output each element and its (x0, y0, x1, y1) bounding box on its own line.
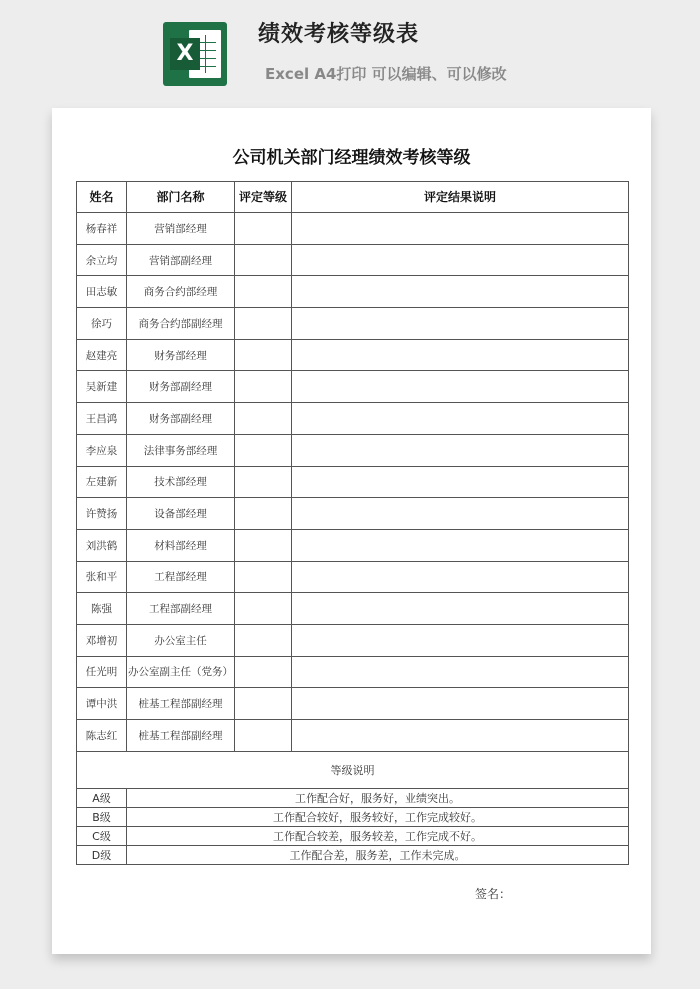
cell-name: 李应泉 (77, 434, 127, 466)
grade-section-title: 等级说明 (77, 751, 629, 788)
cell-result-input[interactable] (292, 561, 629, 593)
grade-description: 工作配合好，服务好，业绩突出。 (127, 788, 629, 807)
cell-name: 陈强 (77, 593, 127, 625)
cell-dept: 工程部经理 (127, 561, 235, 593)
table-row (77, 720, 629, 752)
table-row (77, 656, 629, 688)
cell-dept: 工程部副经理 (127, 593, 235, 625)
sheet-title: 公司机关部门经理绩效考核等级 (232, 148, 471, 168)
excel-icon (163, 22, 227, 86)
cell-dept: 设备部经理 (127, 498, 235, 530)
table-row (77, 498, 629, 530)
cell-dept: 营销部副经理 (127, 244, 235, 276)
col-header-result: 评定结果说明 (292, 182, 629, 213)
table-row (77, 593, 629, 625)
cell-result-input[interactable] (292, 624, 629, 656)
cell-grade-input[interactable] (235, 561, 292, 593)
cell-result-input[interactable] (292, 466, 629, 498)
cell-dept: 桩基工程部副经理 (127, 688, 235, 720)
cell-dept: 财务部经理 (127, 339, 235, 371)
cell-dept: 财务部副经理 (127, 371, 235, 403)
cell-result-input[interactable] (292, 244, 629, 276)
table-row (77, 624, 629, 656)
cell-result-input[interactable] (292, 308, 629, 340)
cell-dept: 桩基工程部副经理 (127, 720, 235, 752)
cell-name: 张和平 (77, 561, 127, 593)
grade-level: D级 (77, 845, 127, 864)
cell-dept: 商务合约部副经理 (127, 308, 235, 340)
cell-dept: 法律事务部经理 (127, 434, 235, 466)
cell-grade-input[interactable] (235, 720, 292, 752)
cell-grade-input[interactable] (235, 656, 292, 688)
table-row (77, 276, 629, 308)
cell-dept: 办公室主任 (127, 624, 235, 656)
cell-result-input[interactable] (292, 434, 629, 466)
cell-grade-input[interactable] (235, 244, 292, 276)
cell-grade-input[interactable] (235, 466, 292, 498)
cell-dept: 材料部经理 (127, 529, 235, 561)
cell-result-input[interactable] (292, 371, 629, 403)
cell-dept: 商务合约部经理 (127, 276, 235, 308)
col-header-name: 姓名 (77, 182, 127, 213)
excel-badge: X (170, 38, 200, 70)
cell-grade-input[interactable] (235, 434, 292, 466)
grade-level: A级 (77, 788, 127, 807)
table-row (77, 688, 629, 720)
cell-name: 任光明 (77, 656, 127, 688)
table-row (77, 244, 629, 276)
evaluation-table (76, 181, 629, 865)
cell-name: 谭中洪 (77, 688, 127, 720)
cell-grade-input[interactable] (235, 213, 292, 245)
table-row (77, 371, 629, 403)
cell-result-input[interactable] (292, 529, 629, 561)
cell-result-input[interactable] (292, 498, 629, 530)
grade-row (77, 845, 629, 864)
cell-grade-input[interactable] (235, 498, 292, 530)
cell-grade-input[interactable] (235, 276, 292, 308)
table-row (77, 213, 629, 245)
grade-description: 工作配合差，服务差，工作未完成。 (127, 845, 629, 864)
cell-name: 吴新建 (77, 371, 127, 403)
grade-section-header (77, 751, 629, 788)
cell-name: 左建新 (77, 466, 127, 498)
cell-result-input[interactable] (292, 276, 629, 308)
header (0, 0, 700, 100)
cell-result-input[interactable] (292, 213, 629, 245)
grade-description: 工作配合较好，服务较好，工作完成较好。 (127, 807, 629, 826)
table-row (77, 529, 629, 561)
grade-level: C级 (77, 826, 127, 845)
cell-name: 王昌鸿 (77, 403, 127, 435)
cell-name: 余立均 (77, 244, 127, 276)
cell-result-input[interactable] (292, 720, 629, 752)
table-row (77, 466, 629, 498)
cell-grade-input[interactable] (235, 624, 292, 656)
doc-subtitle: Excel A4打印 可以编辑、可以修改 (265, 65, 507, 83)
cell-dept: 办公室副主任（党务） (127, 656, 235, 688)
paper-sheet (52, 108, 651, 954)
cell-name: 杨春祥 (77, 213, 127, 245)
table-header-row (77, 182, 629, 213)
cell-result-input[interactable] (292, 339, 629, 371)
cell-grade-input[interactable] (235, 371, 292, 403)
cell-dept: 财务部副经理 (127, 403, 235, 435)
table-row (77, 308, 629, 340)
cell-grade-input[interactable] (235, 339, 292, 371)
signature-label: 签名： (475, 887, 512, 901)
grade-row (77, 788, 629, 807)
table-row (77, 403, 629, 435)
cell-grade-input[interactable] (235, 688, 292, 720)
cell-name: 邓增初 (77, 624, 127, 656)
grade-row (77, 807, 629, 826)
cell-dept: 技术部经理 (127, 466, 235, 498)
cell-grade-input[interactable] (235, 593, 292, 625)
cell-name: 田志敏 (77, 276, 127, 308)
grade-row (77, 826, 629, 845)
cell-name: 赵建亮 (77, 339, 127, 371)
doc-title: 绩效考核等级表 (258, 22, 420, 47)
table-row (77, 561, 629, 593)
cell-result-input[interactable] (292, 593, 629, 625)
table-row (77, 434, 629, 466)
cell-grade-input[interactable] (235, 403, 292, 435)
cell-result-input[interactable] (292, 403, 629, 435)
cell-grade-input[interactable] (235, 308, 292, 340)
cell-name: 徐巧 (77, 308, 127, 340)
grade-description: 工作配合较差，服务较差，工作完成不好。 (127, 826, 629, 845)
grade-level: B级 (77, 807, 127, 826)
cell-name: 陈志红 (77, 720, 127, 752)
col-header-grade: 评定等级 (235, 182, 292, 213)
table-row (77, 339, 629, 371)
cell-name: 刘洪鹤 (77, 529, 127, 561)
cell-dept: 营销部经理 (127, 213, 235, 245)
col-header-dept: 部门名称 (127, 182, 235, 213)
cell-grade-input[interactable] (235, 529, 292, 561)
cell-name: 许赞扬 (77, 498, 127, 530)
cell-result-input[interactable] (292, 656, 629, 688)
cell-result-input[interactable] (292, 688, 629, 720)
